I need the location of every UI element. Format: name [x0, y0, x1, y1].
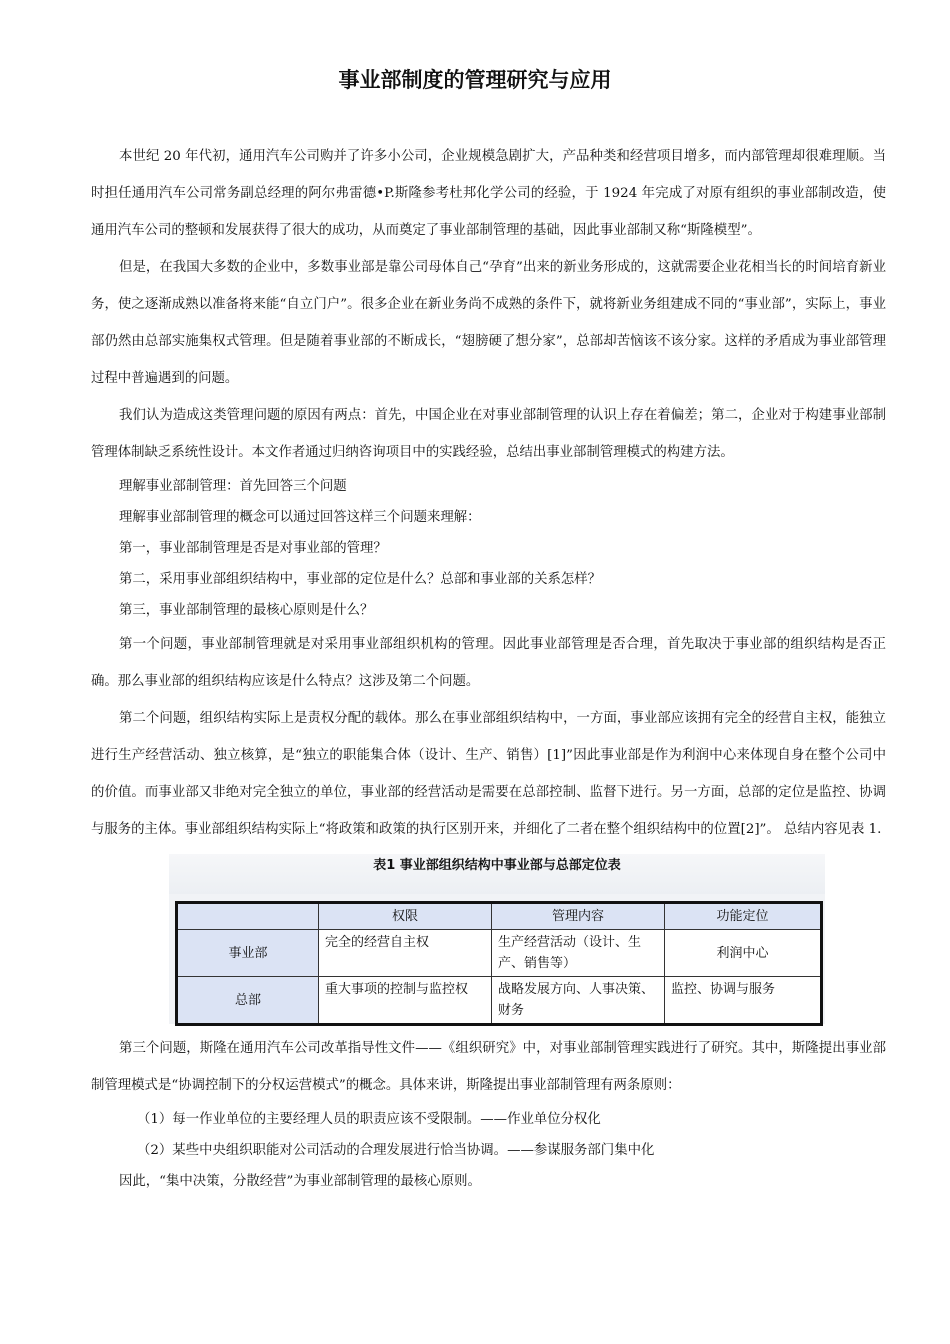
- section-heading: 理解事业部制管理：首先回答三个问题: [119, 479, 347, 494]
- table-header-cell: 功能定位: [665, 903, 822, 930]
- paragraph-conclusion: 因此，“集中决策，分散经营”为事业部制管理的最核心原则。: [119, 1174, 481, 1189]
- table-cell: 完全的经营自主权: [319, 930, 492, 977]
- table-caption: 表1 事业部组织结构中事业部与总部定位表: [169, 854, 825, 894]
- paragraph-answer-3: 第三个问题，斯隆在通用汽车公司改革指导性文件——《组织研究》中，对事业部制管理实践进行了研究。其中，斯隆提出事业部制管理模式是“协调控制下的分权运营模式”的概念。具体来讲，斯隆提出事业部制管理有两条原则：: [91, 1041, 886, 1093]
- table-row: [177, 977, 822, 1025]
- question-1: 第一，事业部制管理是否是对事业部的管理？: [119, 541, 387, 556]
- question-3: 第三，事业部制管理的最核心原则是什么？: [119, 603, 374, 618]
- table-header-cell: [177, 903, 319, 930]
- page-title: 事业部制度的管理研究与应用: [338, 68, 612, 92]
- paragraph-3: 我们认为造成这类管理问题的原因有两点：首先，中国企业在对事业部制管理的认识上存在着偏差；第二，企业对于构建事业部制管理体制缺乏系统性设计。本文作者通过归纳咨询项目中的实践经验，总结出事业部制管理模式的构建方法。: [91, 408, 886, 460]
- table-row-header: 事业部: [177, 930, 319, 977]
- paragraph-answer-1: 第一个问题，事业部制管理就是对采用事业部组织机构的管理。因此事业部管理是否合理，首先取决于事业部的组织结构是否正确。那么事业部的组织结构应该是什么特点？这涉及第二个问题。: [91, 637, 886, 689]
- positioning-table: [175, 901, 823, 1026]
- after-section: [91, 1030, 886, 1197]
- principle-list: [91, 1104, 886, 1166]
- paragraph-2: 但是，在我国大多数的企业中，多数事业部是靠公司母体自己“孕育”出来的新业务形成的，这就需要企业花相当长的时间培育新业务，使之逐渐成熟以准备将来能“自立门户”。很多企业在新业务尚不成熟的条件下，就将新业务组建成不同的“事业部”，实际上，事业部仍然由总部实施集权式管理。但是随着事业部的不断成长，“翅膀硬了想分家”，总部却苦恼该不该分家。这样的矛盾成为事业部管理过程中普遍遇到的问题。: [91, 260, 886, 386]
- principle-1: （1）每一作业单位的主要经理人员的职责应该不受限制。——作业单位分权化: [137, 1112, 601, 1127]
- table-header-cell: 管理内容: [492, 903, 665, 930]
- paragraph-answer-2: 第二个问题，组织结构实际上是责权分配的载体。那么在事业部组织结构中，一方面，事业部应该拥有完全的经营自主权，能独立进行生产经营活动、独立核算，是“独立的职能集合体（设计、生产、销售）[1]”因此事业部是作为利润中心来体现自身在整个公司中的价值。而事业部又非绝对完全独立的单位，事业部的经营活动是需要在总部控制、监督下进行。另一方面，总部的定位是监控、协调与服务的主体。事业部组织结构实际上“将政策和政策的执行区别开来，并细化了二者在整个组织结构中的位置[2]”。 总结内容见表 1.: [91, 711, 886, 837]
- table-cell: 监控、协调与服务: [665, 977, 822, 1025]
- table-row: [177, 930, 822, 977]
- table-row-header: 总部: [177, 977, 319, 1025]
- paragraph-intro: 理解事业部制管理的概念可以通过回答这样三个问题来理解：: [119, 510, 481, 525]
- paragraph-1: 本世纪 20 年代初，通用汽车公司购并了许多小公司，企业规模急剧扩大，产品种类和经营项目增多，而内部管理却很难理顺。当时担任通用汽车公司常务副总经理的阿尔弗雷德•P.斯隆参考杜邦化学公司的经验，于 1924 年完成了对原有组织的事业部制改造，使通用汽车公司的整顿和发展获得了很大的成功，从而奠定了事业部制管理的基础，因此事业部制又称“斯隆模型”。: [91, 149, 886, 238]
- table-cell: 重大事项的控制与监控权: [319, 977, 492, 1025]
- table-figure: [169, 854, 825, 1024]
- table-cell: 利润中心: [665, 930, 822, 977]
- principle-2: （2）某些中央组织职能对公司活动的合理发展进行恰当协调。——参谋服务部门集中化: [137, 1143, 655, 1158]
- table-header-row: [177, 903, 822, 930]
- table-cell: 生产经营活动（设计、生产、销售等）: [492, 930, 665, 977]
- document-body: [91, 138, 886, 1197]
- table-header-cell: 权限: [319, 903, 492, 930]
- table-cell: 战略发展方向、人事决策、财务: [492, 977, 665, 1025]
- question-2: 第二，采用事业部组织结构中，事业部的定位是什么？总部和事业部的关系怎样？: [119, 572, 602, 587]
